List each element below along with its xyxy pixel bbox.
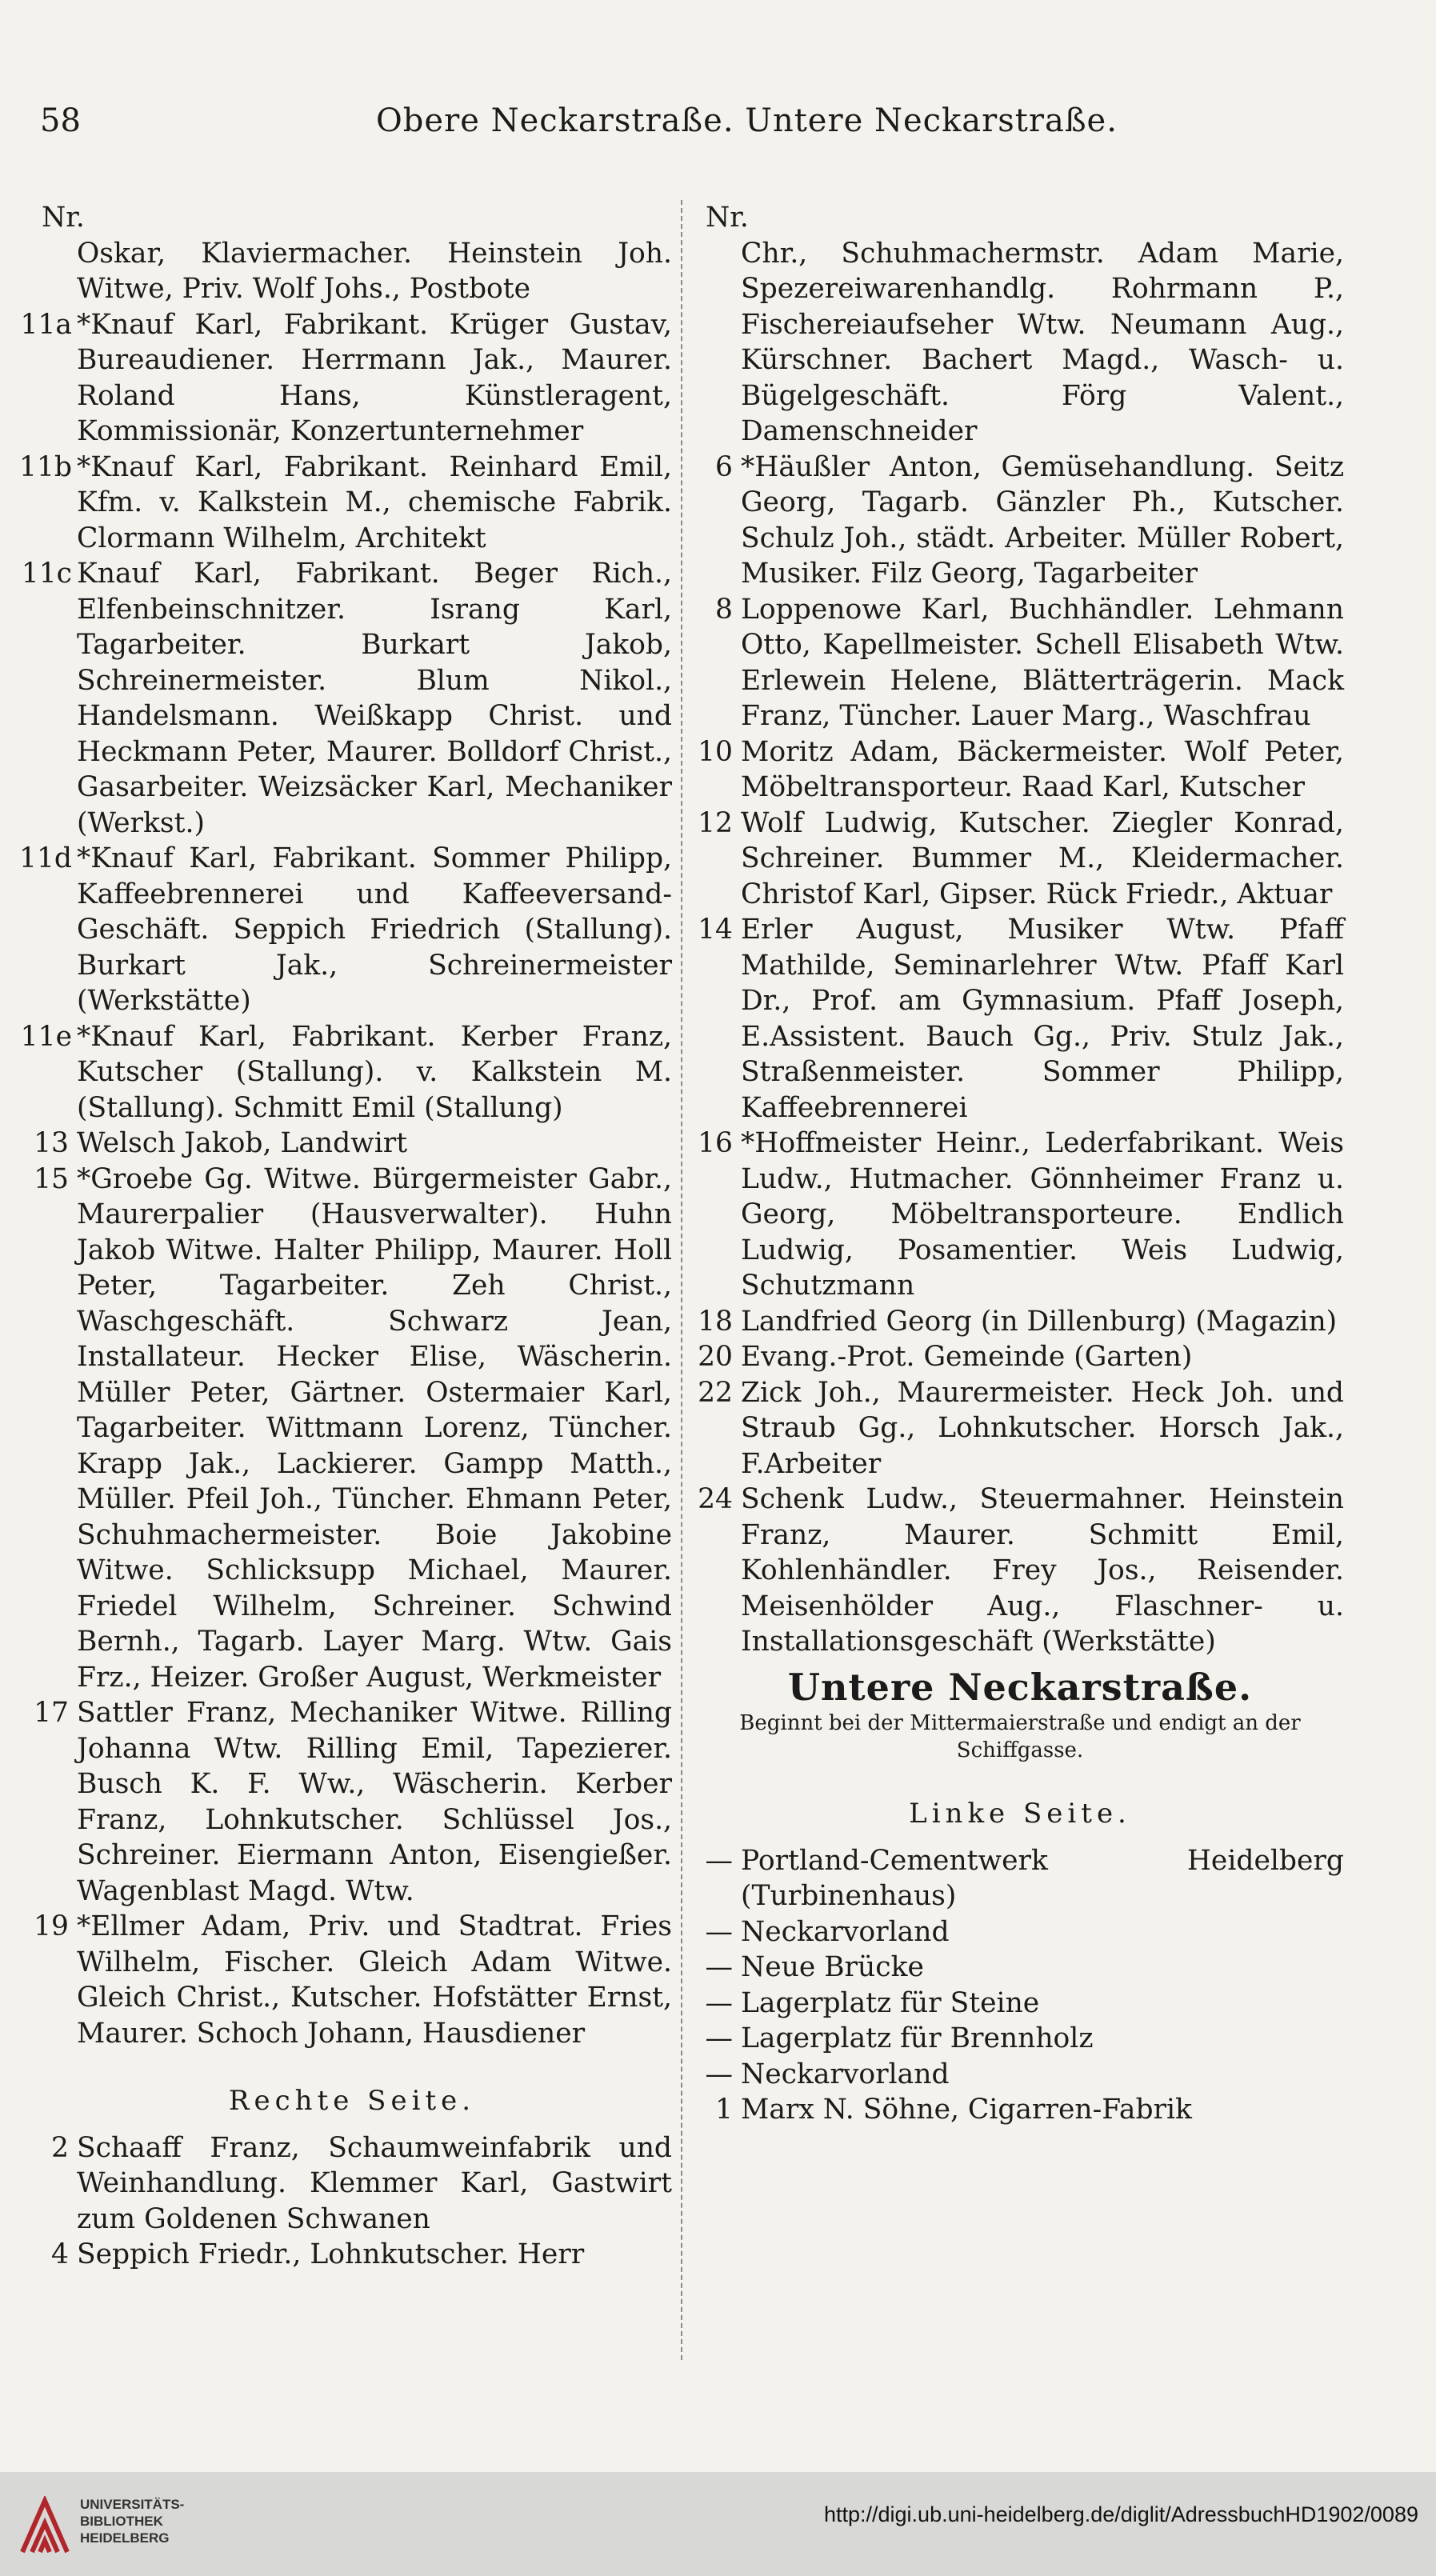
entry-text: Loppenowe Karl, Buchhändler. Lehmann Otto, Kapellmeister. Schell Elisabeth Wtw. Erlewein Helene, Blätterträgerin. Mack Franz, Tüncher. Lauer Marg., Waschfrau [741, 593, 1344, 732]
street-description: Beginnt bei der Mittermaierstraße und endigt an der Schiffgasse. [739, 1711, 1301, 1762]
entry-text: Neue Brücke [741, 1951, 924, 1983]
running-title: Obere Neckarstraße. Untere Neckarstraße. [376, 102, 1118, 139]
house-number: 14 [698, 914, 733, 946]
house-number: — [705, 1986, 733, 2019]
house-entry [696, 1339, 1344, 1375]
column-divider [681, 200, 682, 2360]
house-entry [696, 1304, 1344, 1340]
entry-text: Schaaff Franz, Schaumweinfabrik und Weinhandlung. Klemmer Karl, Gastwirt zum Goldenen Schwanen [77, 2131, 672, 2235]
entry-text: Moritz Adam, Bäckermeister. Wolf Peter, Möbeltransporteur. Raad Karl, Kutscher [741, 735, 1344, 803]
entry-text: Zick Joh., Maurermeister. Heck Joh. und Straub Gg., Lohnkutscher. Horsch Jak., F.Arbeiter [741, 1376, 1344, 1480]
section-subhead: Rechte Seite. [228, 2085, 476, 2117]
entry-text: Marx N. Söhne, Cigarren-Fabrik [741, 2094, 1192, 2126]
page-number: 58 [40, 102, 81, 139]
house-number: 12 [698, 806, 733, 839]
house-entry [32, 2130, 672, 2238]
entry-text: Schenk Ludw., Steuermahner. Heinstein Franz, Maurer. Schmitt Emil, Kohlenhändler. Frey Jos., Reisender. Meisenhölder Aug., Flaschner- u. Installationsgeschäft (Werkstätte) [741, 1483, 1344, 1658]
house-entry [696, 1843, 1344, 1914]
section-subhead: Linke Seite. [909, 1798, 1131, 1830]
entry-text: *Häußler Anton, Gemüsehandlung. Seitz Georg, Tagarb. Gänzler Ph., Kutscher. Schulz Joh., städt. Arbeiter. Müller Robert, Musiker. Filz Georg, Tagarbeiter [741, 450, 1344, 590]
house-number: 15 [34, 1162, 69, 1195]
house-number: 22 [698, 1376, 733, 1409]
entry-text: Landfried Georg (in Dillenburg) (Magazin) [741, 1305, 1338, 1338]
house-number: 6 [715, 450, 733, 483]
entry-text: Neckarvorland [741, 1915, 950, 1948]
house-number: 16 [698, 1127, 733, 1159]
entry-text: *Knauf Karl, Fabrikant. Reinhard Emil, Kfm. v. Kalkstein M., chemische Fabrik. Clormann Wilhelm, Architekt [77, 450, 672, 554]
house-entry [696, 734, 1344, 806]
entry-text: *Ellmer Adam, Priv. und Stadtrat. Fries Wilhelm, Fischer. Gleich Adam Witwe. Gleich Christ., Kutscher. Hofstätter Ernst, Maurer. Schoch Johann, Hausdiener [77, 1910, 672, 2050]
house-number: 2 [51, 2131, 69, 2164]
house-number: 11a [20, 308, 72, 341]
institution-line: HEIDELBERG [80, 2530, 170, 2546]
house-number: 11b [19, 450, 72, 483]
continued-entry: Chr., Schuhmachermstr. Adam Marie, Spezereiwarenhandlg. Rohrmann P., Fischereiaufseher Wtw. Neumann Aug., Kürschner. Bachert Magd., Wasch- u. Bügelgeschäft. Förg Valent., Damenschneider [741, 237, 1344, 447]
house-entry [696, 806, 1344, 913]
entry-text: Neckarvorland [741, 2058, 950, 2090]
footer-bar [0, 2472, 1436, 2576]
house-entry [696, 2092, 1344, 2128]
house-number: — [705, 1951, 733, 1983]
house-entry [32, 1126, 672, 1162]
institution-line: BIBLIOTHEK [80, 2514, 163, 2529]
house-number: 4 [51, 2238, 69, 2270]
entry-text: *Knauf Karl, Fabrikant. Krüger Gustav, Bureaudiener. Herrmann Jak., Maurer. Roland Hans, Künstleragent, Kommissionär, Konzertunternehmer [77, 308, 672, 447]
page-header [0, 102, 1436, 158]
house-number: — [705, 1844, 733, 1877]
house-entry [32, 1162, 672, 1696]
house-number: 19 [34, 1910, 69, 1942]
house-number: 8 [715, 593, 733, 626]
house-number: 24 [698, 1483, 733, 1515]
house-entry [19, 450, 672, 557]
house-entry [32, 2237, 672, 2273]
house-entry [696, 1126, 1344, 1304]
house-entry [696, 1914, 1344, 1950]
entry-text: *Hoffmeister Heinr., Lederfabrikant. Weis Ludw., Hutmacher. Gönnheimer Franz u. Georg, Möbeltransporteure. Endlich Ludwig, Posamentier. Weis Ludwig, Schutzmann [741, 1127, 1344, 1302]
house-number: 18 [698, 1305, 733, 1338]
house-number: 11c [21, 558, 72, 590]
house-entries [696, 450, 1344, 1660]
nr-label: Nr. [706, 202, 749, 234]
house-entry [32, 1695, 672, 1909]
house-entry [21, 556, 672, 841]
house-number: — [705, 2058, 733, 2090]
entry-text: Seppich Friedr., Lohnkutscher. Herr [77, 2238, 585, 2270]
left-side-entries [696, 1843, 1344, 2128]
source-url-link[interactable]: http://digi.ub.uni-heidelberg.de/diglit/AdressbuchHD1902/0089 [823, 2502, 1418, 2526]
house-number: 11e [20, 1020, 72, 1053]
house-number: — [705, 2022, 733, 2054]
continued-entry: Oskar, Klaviermacher. Heinstein Joh. Witwe, Priv. Wolf Johs., Postbote [77, 237, 672, 305]
house-number: 1 [715, 2094, 733, 2126]
house-entries [19, 307, 672, 2052]
house-entry [20, 1019, 672, 1126]
house-entry [20, 307, 672, 450]
house-entry [696, 450, 1344, 592]
entry-text: Lagerplatz für Steine [741, 1986, 1040, 2019]
entry-text: *Knauf Karl, Fabrikant. Kerber Franz, Kutscher (Stallung). v. Kalkstein M. (Stallung). Schmitt Emil (Stallung) [77, 1020, 672, 1124]
entry-text: *Groebe Gg. Witwe. Bürgermeister Gabr., Maurerpalier (Hausverwalter). Huhn Jakob Witwe. Halter Philipp, Maurer. Holl Peter, Tagarbeiter. Zeh Christ., Waschgeschäft. Schwarz Jean, Installateur. Hecker Elise, Wäscherin. Müller Peter, Gärtner. Ostermaier Karl, Tagarbeiter. Wittmann Lorenz, Tüncher. Krapp Jak., Lackierer. Gampp Matth., Müller. Pfeil Joh., Tüncher. Ehmann Peter, Schuhmachermeister. Boie Jakobine Witwe. Schlicksupp Michael, Maurer. Friedel Wilhelm, Schreiner. Schwind Bernh., Tagarb. Layer Marg. Wtw. Gais Frz., Heizer. Großer August, Werkmeister [77, 1162, 672, 1694]
house-entry [32, 1909, 672, 2051]
library-logo-icon [18, 2496, 74, 2555]
street-title: Untere Neckarstraße. [787, 1665, 1253, 1709]
house-entry [696, 912, 1344, 1126]
entry-text: Sattler Franz, Mechaniker Witwe. Rilling Johanna Wtw. Rilling Emil, Tapezierer. Busch K. F. Ww., Wäscherin. Kerber Franz, Lohnkutscher. Schlüssel Jos., Schreiner. Eiermann Anton, Eisengießer. Wagenblast Magd. Wtw. [77, 1697, 672, 1907]
entry-text: Welsch Jakob, Landwirt [77, 1127, 408, 1159]
house-number: — [705, 1915, 733, 1948]
house-entry [696, 1950, 1344, 1986]
house-entry [696, 2057, 1344, 2093]
house-entry [696, 1986, 1344, 2022]
house-entry [696, 2021, 1344, 2057]
house-number: 13 [34, 1127, 69, 1159]
entry-text: Knauf Karl, Fabrikant. Beger Rich., Elfenbeinschnitzer. Israng Karl, Tagarbeiter. Burkart Jakob, Schreinermeister. Blum Nikol., Handelsmann. Weißkapp Christ. und Heckmann Peter, Maurer. Bolldorf Christ., Gasarbeiter. Weizsäcker Karl, Mechaniker (Werkst.) [77, 558, 672, 839]
house-entry [19, 841, 672, 1019]
house-number: 20 [698, 1341, 733, 1373]
entry-text: Lagerplatz für Brennholz [741, 2022, 1094, 2054]
institution-line: UNIVERSITÄTS- [80, 2497, 185, 2512]
house-entry [696, 1482, 1344, 1660]
entry-text: Erler August, Musiker Wtw. Pfaff Mathilde, Seminarlehrer Wtw. Pfaff Karl Dr., Prof. am Gymnasium. Pfaff Joseph, E.Assistent. Bauch Gg., Priv. Stulz Jak., Straßenmeister. Sommer Philipp, Kaffeebrennerei [741, 914, 1344, 1124]
left-column [19, 200, 672, 2273]
house-number: 11d [19, 842, 72, 874]
right-column [696, 200, 1344, 2128]
house-number: 10 [698, 735, 733, 768]
nr-label: Nr. [42, 202, 85, 234]
entry-text: Portland-Cementwerk Heidelberg (Turbinenhaus) [741, 1844, 1344, 1912]
entry-text: Evang.-Prot. Gemeinde (Garten) [741, 1341, 1193, 1373]
right-side-entries [32, 2130, 672, 2273]
house-entry [696, 592, 1344, 734]
institution-name [80, 2496, 184, 2546]
entry-text: Wolf Ludwig, Kutscher. Ziegler Konrad, Schreiner. Bummer M., Kleidermacher. Christof Karl, Gipser. Rück Friedr., Aktuar [741, 806, 1344, 910]
house-number: 17 [34, 1697, 69, 1729]
house-entry [696, 1375, 1344, 1482]
entry-text: *Knauf Karl, Fabrikant. Sommer Philipp, Kaffeebrennerei und Kaffeeversand-Geschäft. Seppich Friedrich (Stallung). Burkart Jak., Schreinermeister (Werkstätte) [77, 842, 672, 1017]
